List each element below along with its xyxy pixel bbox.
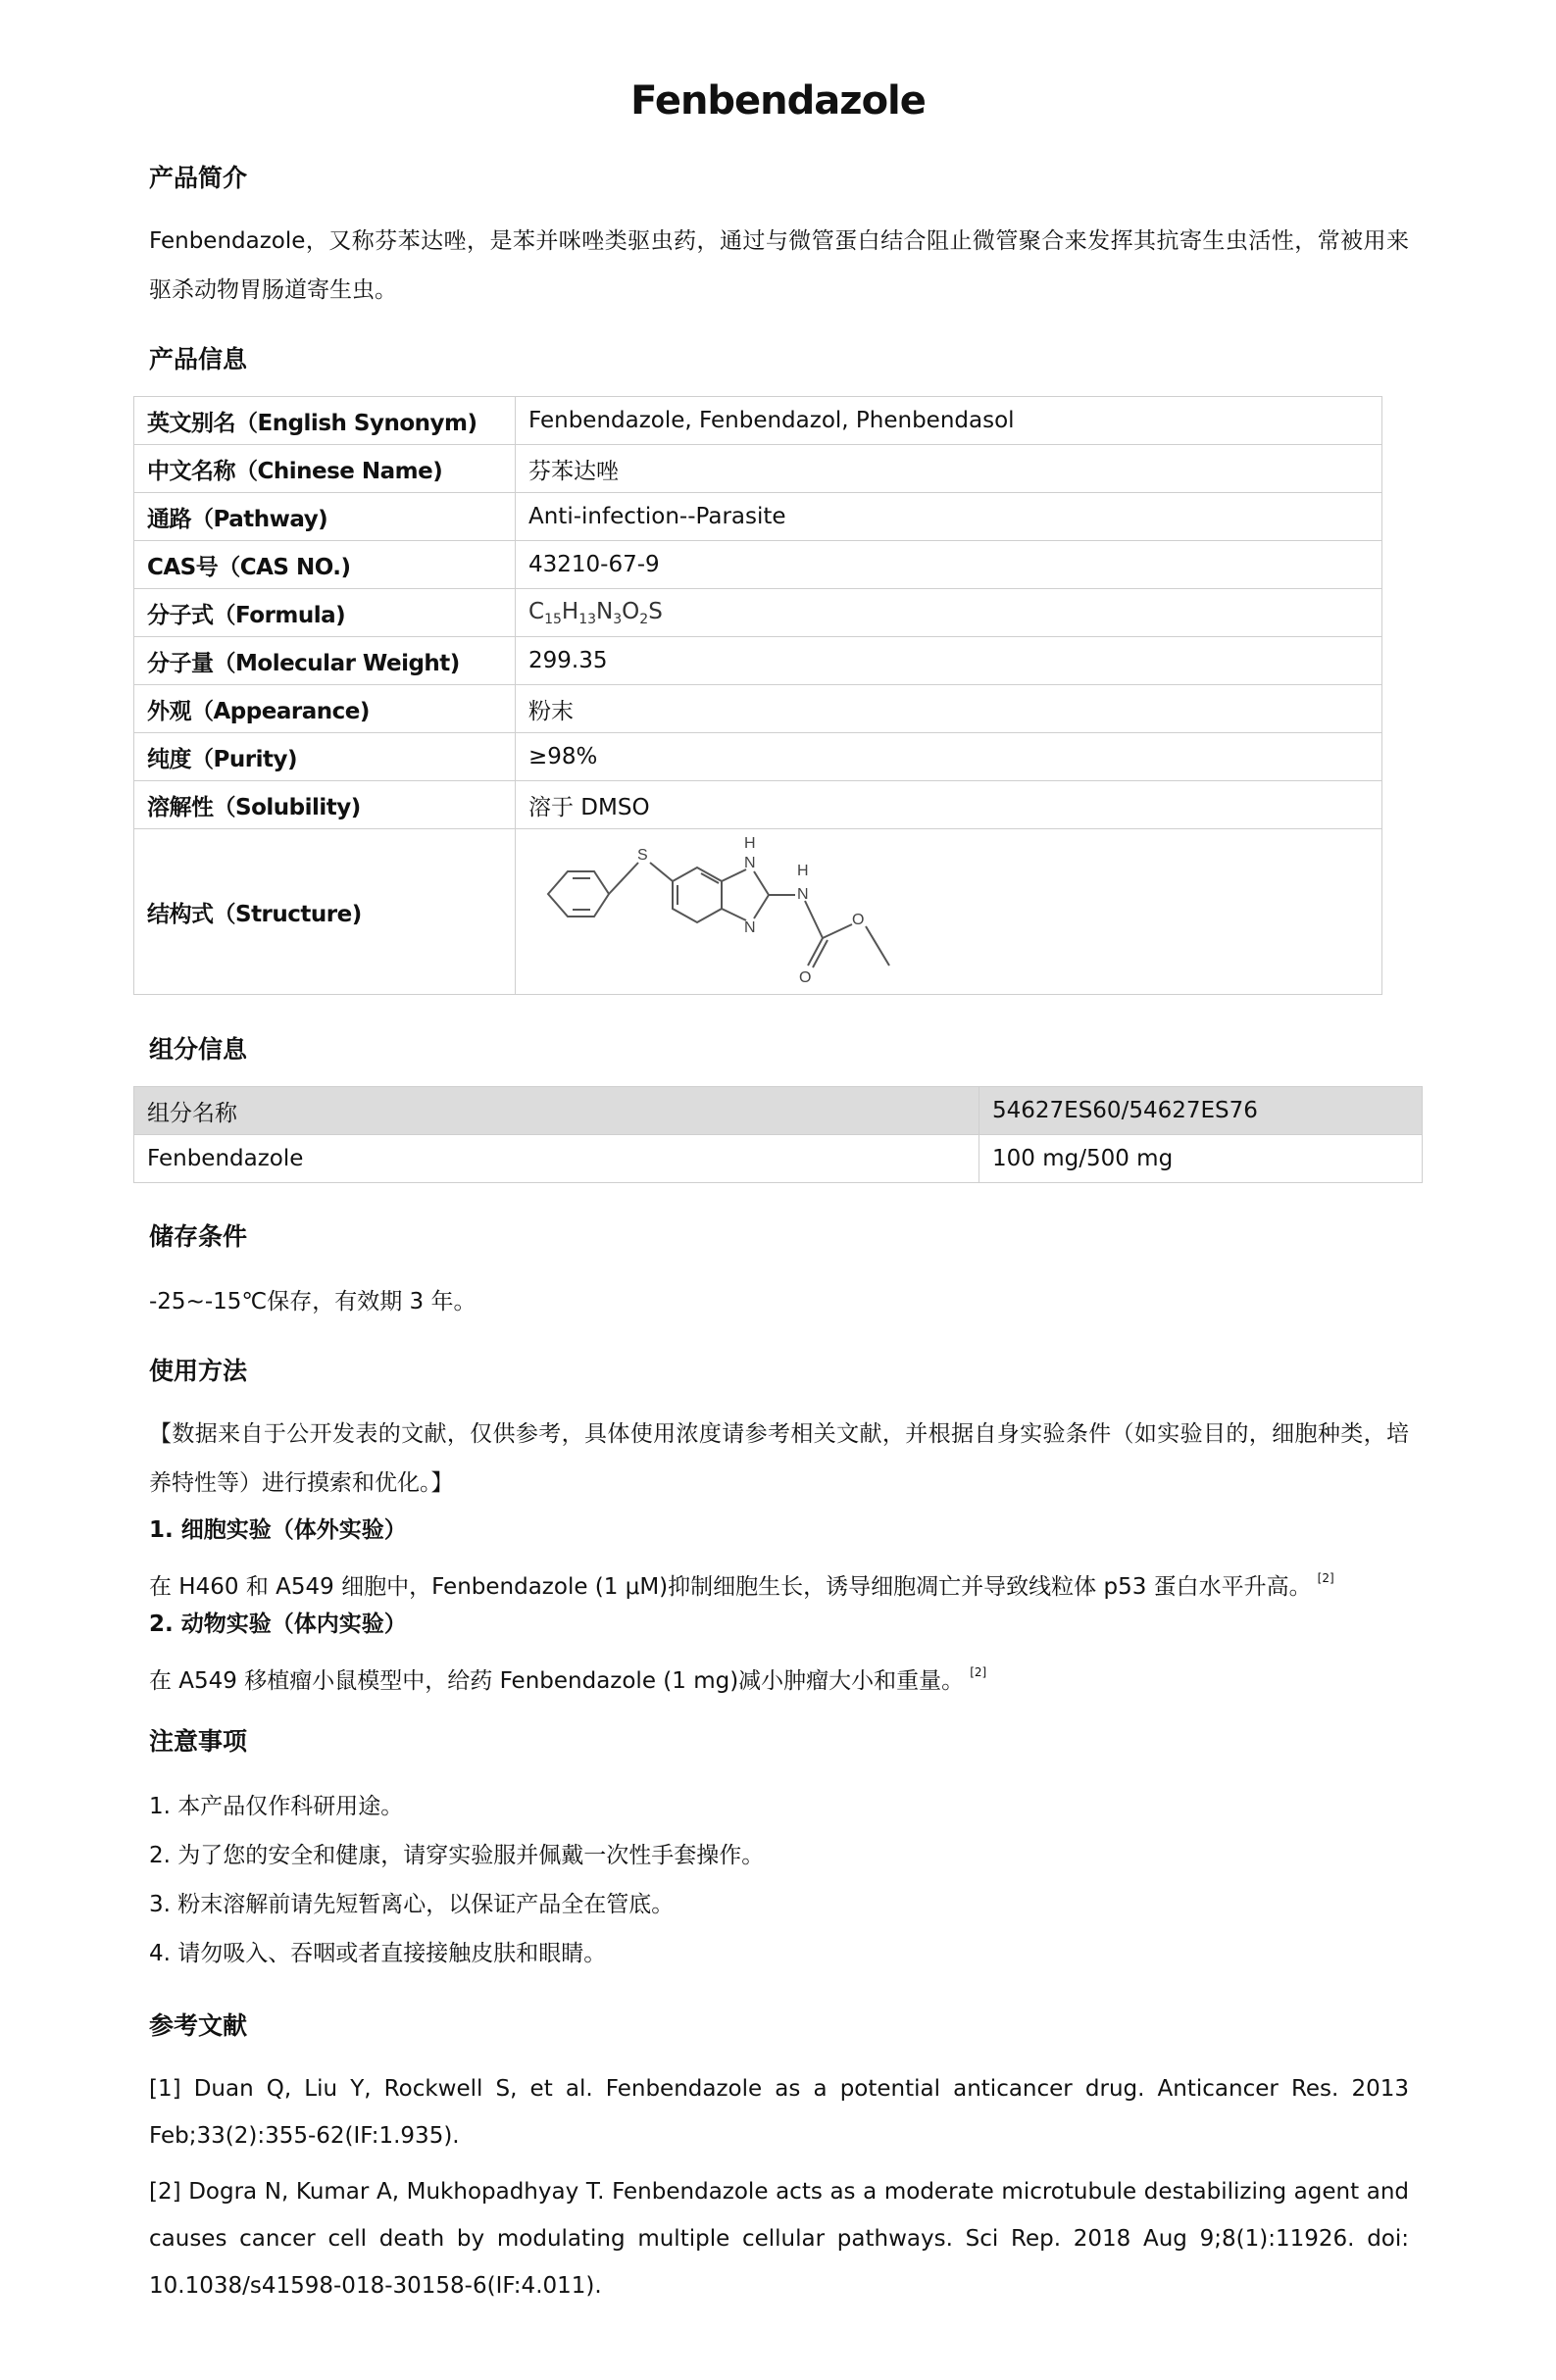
intro-heading: 产品简介 [149, 164, 248, 192]
usage-item-title: 2. 动物实验（体内实验） [149, 1611, 407, 1637]
bond [722, 869, 746, 881]
table-row [134, 1135, 1423, 1183]
info-row-cas [134, 541, 1382, 589]
page-title: Fenbendazole [630, 78, 926, 124]
info-key: 溶解性（Solubility) [134, 781, 516, 829]
list-item: 3. 粉末溶解前请先短暂离心，以保证产品全在管底。 [149, 1892, 675, 1917]
storage-heading: 储存条件 [149, 1222, 248, 1251]
bond [650, 863, 673, 881]
info-value: Anti-infection--Parasite [516, 493, 1382, 541]
reference-item: [1] Duan Q, Liu Y, Rockwell S, et al. Fenbendazole as a potential anticancer drug. Anticancer Res. 2013 Feb;33(2):355-62(IF:1.935). [149, 2076, 1409, 2149]
storage-text: -25~-15℃保存，有效期 3 年。 [149, 1289, 477, 1314]
info-row-formula [134, 589, 1382, 637]
bond [722, 909, 746, 920]
info-key: 纯度（Purity) [134, 733, 516, 781]
atom-s: S [637, 847, 648, 864]
citation: [2] [1317, 1571, 1334, 1585]
list-item: 2. 为了您的安全和健康，请穿实验服并佩戴一次性手套操作。 [149, 1843, 765, 1868]
formula-value: $C_{15}H_{13}N_3O_2S$ [516, 589, 1382, 637]
info-value: 溶于 DMSO [516, 781, 1382, 829]
bond [754, 871, 769, 895]
list-item: 4. 请勿吸入、吞咽或者直接接触皮肤和眼睛。 [149, 1941, 607, 1966]
info-row-mw [134, 637, 1382, 685]
info-value: 粉末 [516, 685, 1382, 733]
structure-image [528, 830, 979, 987]
components-header-row [134, 1087, 1423, 1135]
usage-item-text: 在 H460 和 A549 细胞中，Fenbendazole (1 μM)抑制细胞生长，诱导细胞凋亡并导致线粒体 p53 蛋白水平升高。 [2] [149, 1571, 1334, 1600]
components-table [133, 1086, 1423, 1183]
list-item: 1. 本产品仅作科研用途。 [149, 1794, 404, 1819]
usage-item-text: 在 A549 移植瘤小鼠模型中，给药 Fenbendazole (1 mg)减小肿瘤大小和重量。 [2] [149, 1665, 987, 1694]
components-header-sku: 54627ES60/54627ES76 [979, 1087, 1423, 1135]
usage-item-title: 1. 细胞实验（体外实验） [149, 1517, 407, 1543]
info-row-chinese-name [134, 445, 1382, 493]
info-key: 通路（Pathway) [134, 493, 516, 541]
info-key: 分子量（Molecular Weight) [134, 637, 516, 685]
info-key: CAS号（CAS NO.) [134, 541, 516, 589]
info-key: 中文名称（Chinese Name) [134, 445, 516, 493]
usage-note: 【数据来自于公开发表的文献，仅供参考，具体使用浓度请参考相关文献，并根据自身实验条件（如实验目的，细胞种类，培养特性等）进行摸索和优化。】 [149, 1421, 1409, 1496]
components-heading: 组分信息 [149, 1035, 248, 1064]
bond [805, 901, 823, 938]
info-key: 外观（Appearance) [134, 685, 516, 733]
info-key: 英文别名（English Synonym) [134, 397, 516, 445]
info-value: 43210-67-9 [516, 541, 1382, 589]
components-header-name: 组分名称 [134, 1087, 979, 1135]
info-row-pathway [134, 493, 1382, 541]
atom-o: O [852, 912, 865, 928]
atom-o: O [799, 969, 812, 986]
component-amount: 100 mg/500 mg [979, 1135, 1423, 1183]
bond [823, 924, 852, 938]
references-heading: 参考文献 [149, 2011, 248, 2040]
atom-h: H [744, 835, 756, 852]
notes-heading: 注意事项 [149, 1727, 248, 1756]
reference-item: [2] Dogra N, Kumar A, Mukhopadhyay T. Fenbendazole acts as a moderate microtubule destabilizing agent and causes cancer cell death by modulating multiple cellular pathways. Sci Rep. 2018 Aug 9;8(1):11926. doi: 10.1038/s41598-018-30158-6(IF:4.011). [149, 2179, 1409, 2299]
usage-heading: 使用方法 [149, 1357, 248, 1385]
intro-text: Fenbendazole，又称芬苯达唑，是苯并咪唑类驱虫药，通过与微管蛋白结合阻止微管聚合来发挥其抗寄生虫活性，常被用来驱杀动物胃肠道寄生虫。 [149, 228, 1409, 303]
info-value: ≥98% [516, 733, 1382, 781]
product-info-table [133, 396, 1382, 995]
info-row-solubility [134, 781, 1382, 829]
info-row-synonym [134, 397, 1382, 445]
bond [609, 863, 638, 894]
info-value: Fenbendazole, Fenbendazol, Phenbendasol [516, 397, 1382, 445]
atom-n: N [744, 919, 756, 936]
info-row-purity [134, 733, 1382, 781]
info-key: 分子式（Formula) [134, 589, 516, 637]
atom-h: H [797, 863, 809, 879]
info-value: 299.35 [516, 637, 1382, 685]
notes-list [149, 1782, 1409, 1978]
structure-cell [516, 829, 1382, 995]
info-heading: 产品信息 [149, 345, 248, 373]
benzo-ring [673, 868, 722, 922]
info-row-appearance [134, 685, 1382, 733]
atom-n: N [744, 855, 756, 871]
info-key: 结构式（Structure) [134, 829, 516, 995]
atom-n: N [797, 886, 809, 903]
info-row-structure [134, 829, 1382, 995]
info-value: 芬苯达唑 [516, 445, 1382, 493]
bond [754, 895, 769, 918]
component-name: Fenbendazole [134, 1135, 979, 1183]
bond [866, 926, 889, 966]
citation: [2] [970, 1665, 987, 1679]
